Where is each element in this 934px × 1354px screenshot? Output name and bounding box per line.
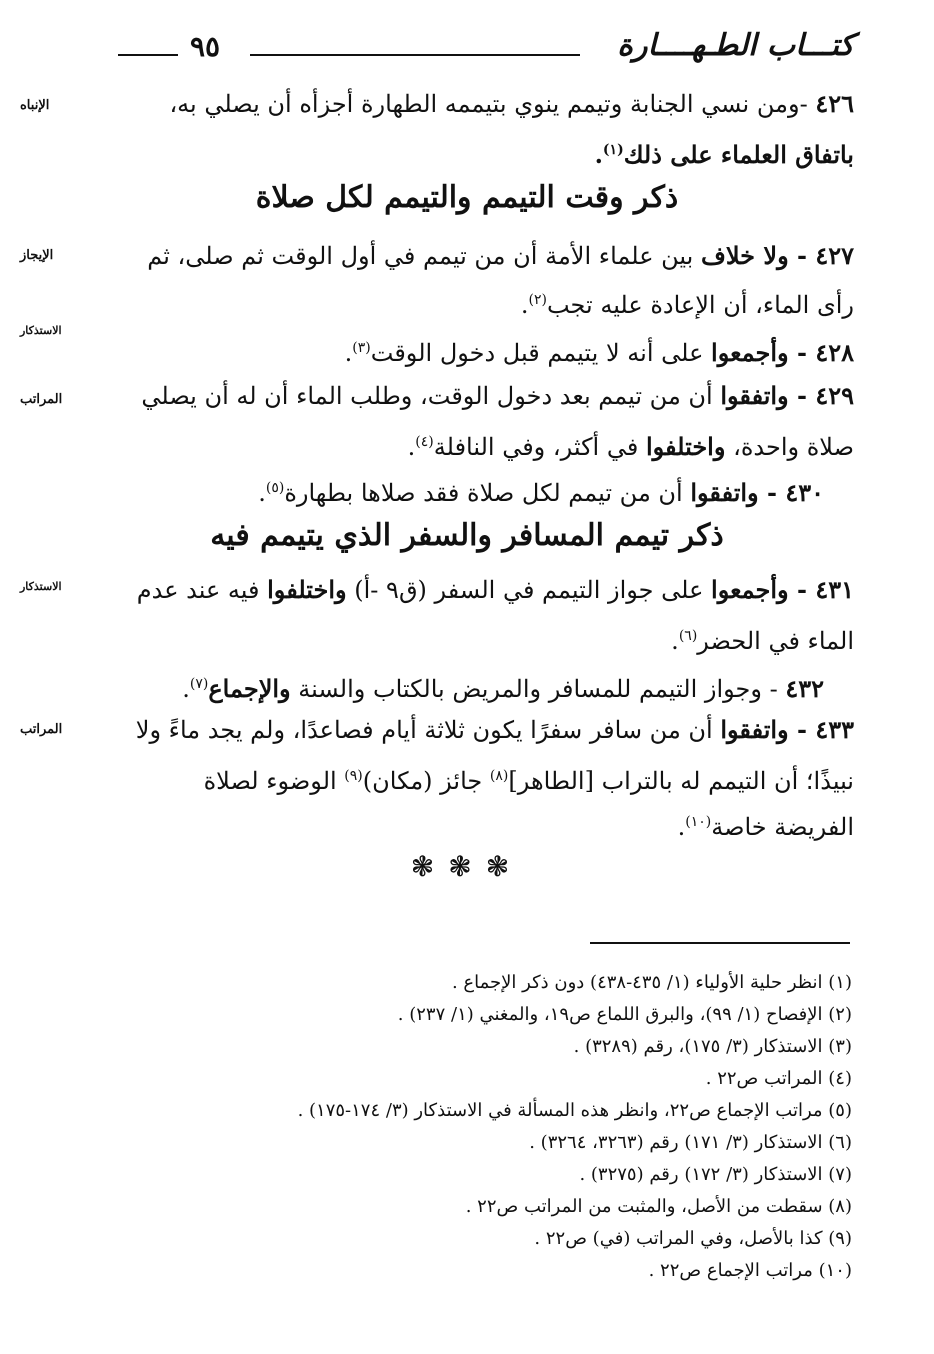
issue-number: ٤٣١: [815, 575, 854, 604]
paragraph-text: أن من تيمم لكل صلاة فقد صلاها بطهارة: [284, 479, 691, 507]
bold-keyword: والإجماع: [208, 674, 291, 703]
footnote-separator: [590, 942, 850, 944]
paragraph-text: صلاة واحدة،: [725, 433, 854, 461]
bold-keyword: واختلفوا: [267, 575, 347, 604]
period: .: [671, 627, 679, 655]
period: .: [677, 813, 686, 841]
paragraph-text: -ومن نسي الجنابة وتيمم ينوي بتيممه الطهارة أجزأه أن يصلي به،: [169, 90, 816, 118]
paragraph-text: باتفاق العلماء على ذلك: [623, 140, 854, 169]
paragraph-text: الوضوء لصلاة: [203, 767, 345, 795]
issue-number: ٤٢٦: [815, 89, 854, 118]
footnote-item: (٣) الاستذكار (٣/ ١٧٥)، رقم (٣٢٨٩) .: [573, 1036, 852, 1057]
section-heading: ذكر تيمم المسافر والسفر الذي يتيمم فيه: [210, 518, 724, 553]
paragraph-line: [182, 666, 824, 702]
paragraph-text: على أنه لا يتيمم قبل دخول الوقت: [370, 339, 712, 367]
period: .: [258, 479, 266, 507]
paragraph-line: [678, 804, 854, 840]
bold-keyword: - واتفقوا: [720, 381, 816, 410]
paragraph-line: [345, 330, 854, 366]
footnote-item: (٧) الاستذكار (٣/ ١٧٢) رقم (٣٢٧٥) .: [579, 1164, 852, 1185]
margin-source-label: المراتب: [20, 722, 63, 737]
bold-keyword: - وأجمعوا: [711, 575, 816, 604]
margin-source-label: الإنباه: [20, 98, 50, 113]
paragraph-line: [136, 712, 854, 748]
paragraph-line: [258, 470, 824, 506]
margin-source-label: المراتب: [20, 392, 63, 407]
paragraph-text: فيه عند عدم: [136, 576, 268, 604]
header-rule: [250, 54, 580, 56]
footnote-ref: (١): [602, 142, 624, 158]
paragraph-text: في أكثر، وفي النافلة: [433, 433, 646, 461]
footnote-ref: (١٠): [685, 814, 712, 830]
footnote-item: (١٠) مراتب الإجماع ص٢٢ .: [648, 1260, 852, 1281]
footnote-ref: (٩): [344, 768, 363, 784]
footnote-ref: (٦): [678, 628, 698, 644]
period: .: [344, 339, 353, 367]
paragraph-line: [521, 282, 854, 318]
footnote-ref: (٤): [415, 434, 434, 450]
paragraph-line: [141, 378, 854, 414]
period: .: [520, 291, 529, 319]
margin-source-label: الاستذكار: [20, 324, 62, 337]
issue-number: ٤٣٢: [785, 674, 824, 703]
issue-number: ٤٣٣: [815, 715, 854, 744]
paragraph-text: رأى الماء، أن الإعادة عليه تجب: [546, 291, 854, 319]
margin-source-label: الاستذكار: [20, 580, 62, 593]
footnote-item: (٤) المراتب ص٢٢ .: [705, 1068, 852, 1089]
period: .: [182, 675, 190, 703]
paragraph-line: [169, 86, 854, 122]
footnote-item: (١) انظر حلية الأولياء (١/ ٤٣٥-٤٣٨) دون ذكر الإجماع .: [451, 972, 852, 993]
footnote-item: (٢) الإفصاح (١/ ٩٩)، والبرق اللماع ص١٩، والمغني (١/ ٢٣٧) .: [397, 1004, 852, 1025]
header-rule: [118, 54, 178, 56]
period: .: [407, 433, 416, 461]
period: .: [594, 140, 603, 169]
footnote-ref: (٢): [528, 292, 547, 308]
footnote-item: (٨) سقطت من الأصل، والمثبت من المراتب ص٢٢ .: [465, 1196, 852, 1217]
paragraph-text: نبيذًا؛ أن التيمم له بالتراب [الطاهر]: [508, 767, 854, 795]
paragraph-line: [595, 132, 854, 168]
bold-keyword: - وأجمعوا: [711, 338, 816, 367]
bold-keyword: واختلفوا: [645, 432, 726, 461]
paragraph-line: [137, 572, 854, 608]
paragraph-line: [671, 618, 854, 654]
section-end-ornament: ❃❃❃: [410, 850, 524, 883]
footnote-item: (٥) مراتب الإجماع ص٢٢، وانظر هذه المسألة في الاستذكار (٣/ ١٧٤-١٧٥) .: [297, 1100, 852, 1121]
footnote-ref: (٧): [189, 676, 209, 692]
margin-source-label: الإيجاز: [20, 248, 54, 263]
paragraph-text: الفريضة خاصة: [711, 813, 854, 841]
footnote-item: (٩) كذا بالأصل، وفي المراتب (في) ص٢٢ .: [534, 1228, 852, 1249]
footnote-ref: (٣): [352, 340, 371, 356]
paragraph-line: [204, 758, 854, 794]
running-title: كتـــاب الطـهــــارة: [617, 28, 854, 63]
paragraph-text: الماء في الحضر: [697, 627, 854, 655]
footnote-ref: (٥): [265, 480, 285, 496]
paragraph-line: [147, 238, 854, 274]
footnote-item: (٦) الاستذكار (٣/ ١٧١) رقم (٣٢٦٣، ٣٢٦٤) .: [529, 1132, 852, 1153]
paragraph-text: أن من تيمم بعد دخول الوقت، وطلب الماء أن له أن يصلي: [141, 382, 721, 410]
paragraph-line: [408, 424, 854, 460]
paragraph-text: بين علماء الأمة أن من تيمم في أول الوقت ثم صلى، ثم: [147, 242, 701, 270]
paragraph-text: على جواز التيمم في السفر (ق٩ -أ): [346, 576, 712, 604]
issue-number: ٤٢٩: [815, 381, 854, 410]
issue-number: ٤٣٠: [785, 478, 824, 507]
paragraph-text: - وجواز التيمم للمسافر والمريض بالكتاب والسنة: [290, 675, 786, 703]
issue-number: ٤٢٨: [815, 338, 854, 367]
page-number: ٩٥: [190, 30, 221, 63]
bold-keyword: - واتفقوا: [690, 478, 786, 507]
paragraph-text: جائز (مكان): [362, 767, 490, 795]
section-heading: ذكر وقت التيمم والتيمم لكل صلاة: [255, 180, 679, 215]
footnote-ref: (٨): [489, 768, 509, 784]
bold-keyword: - واتفقوا: [720, 715, 816, 744]
paragraph-text: أن من سافر سفرًا يكون ثلاثة أيام فصاعدًا، ولم يجد ماءً ولا: [135, 716, 721, 744]
bold-keyword: - ولا خلاف: [700, 241, 816, 270]
issue-number: ٤٢٧: [815, 241, 854, 270]
